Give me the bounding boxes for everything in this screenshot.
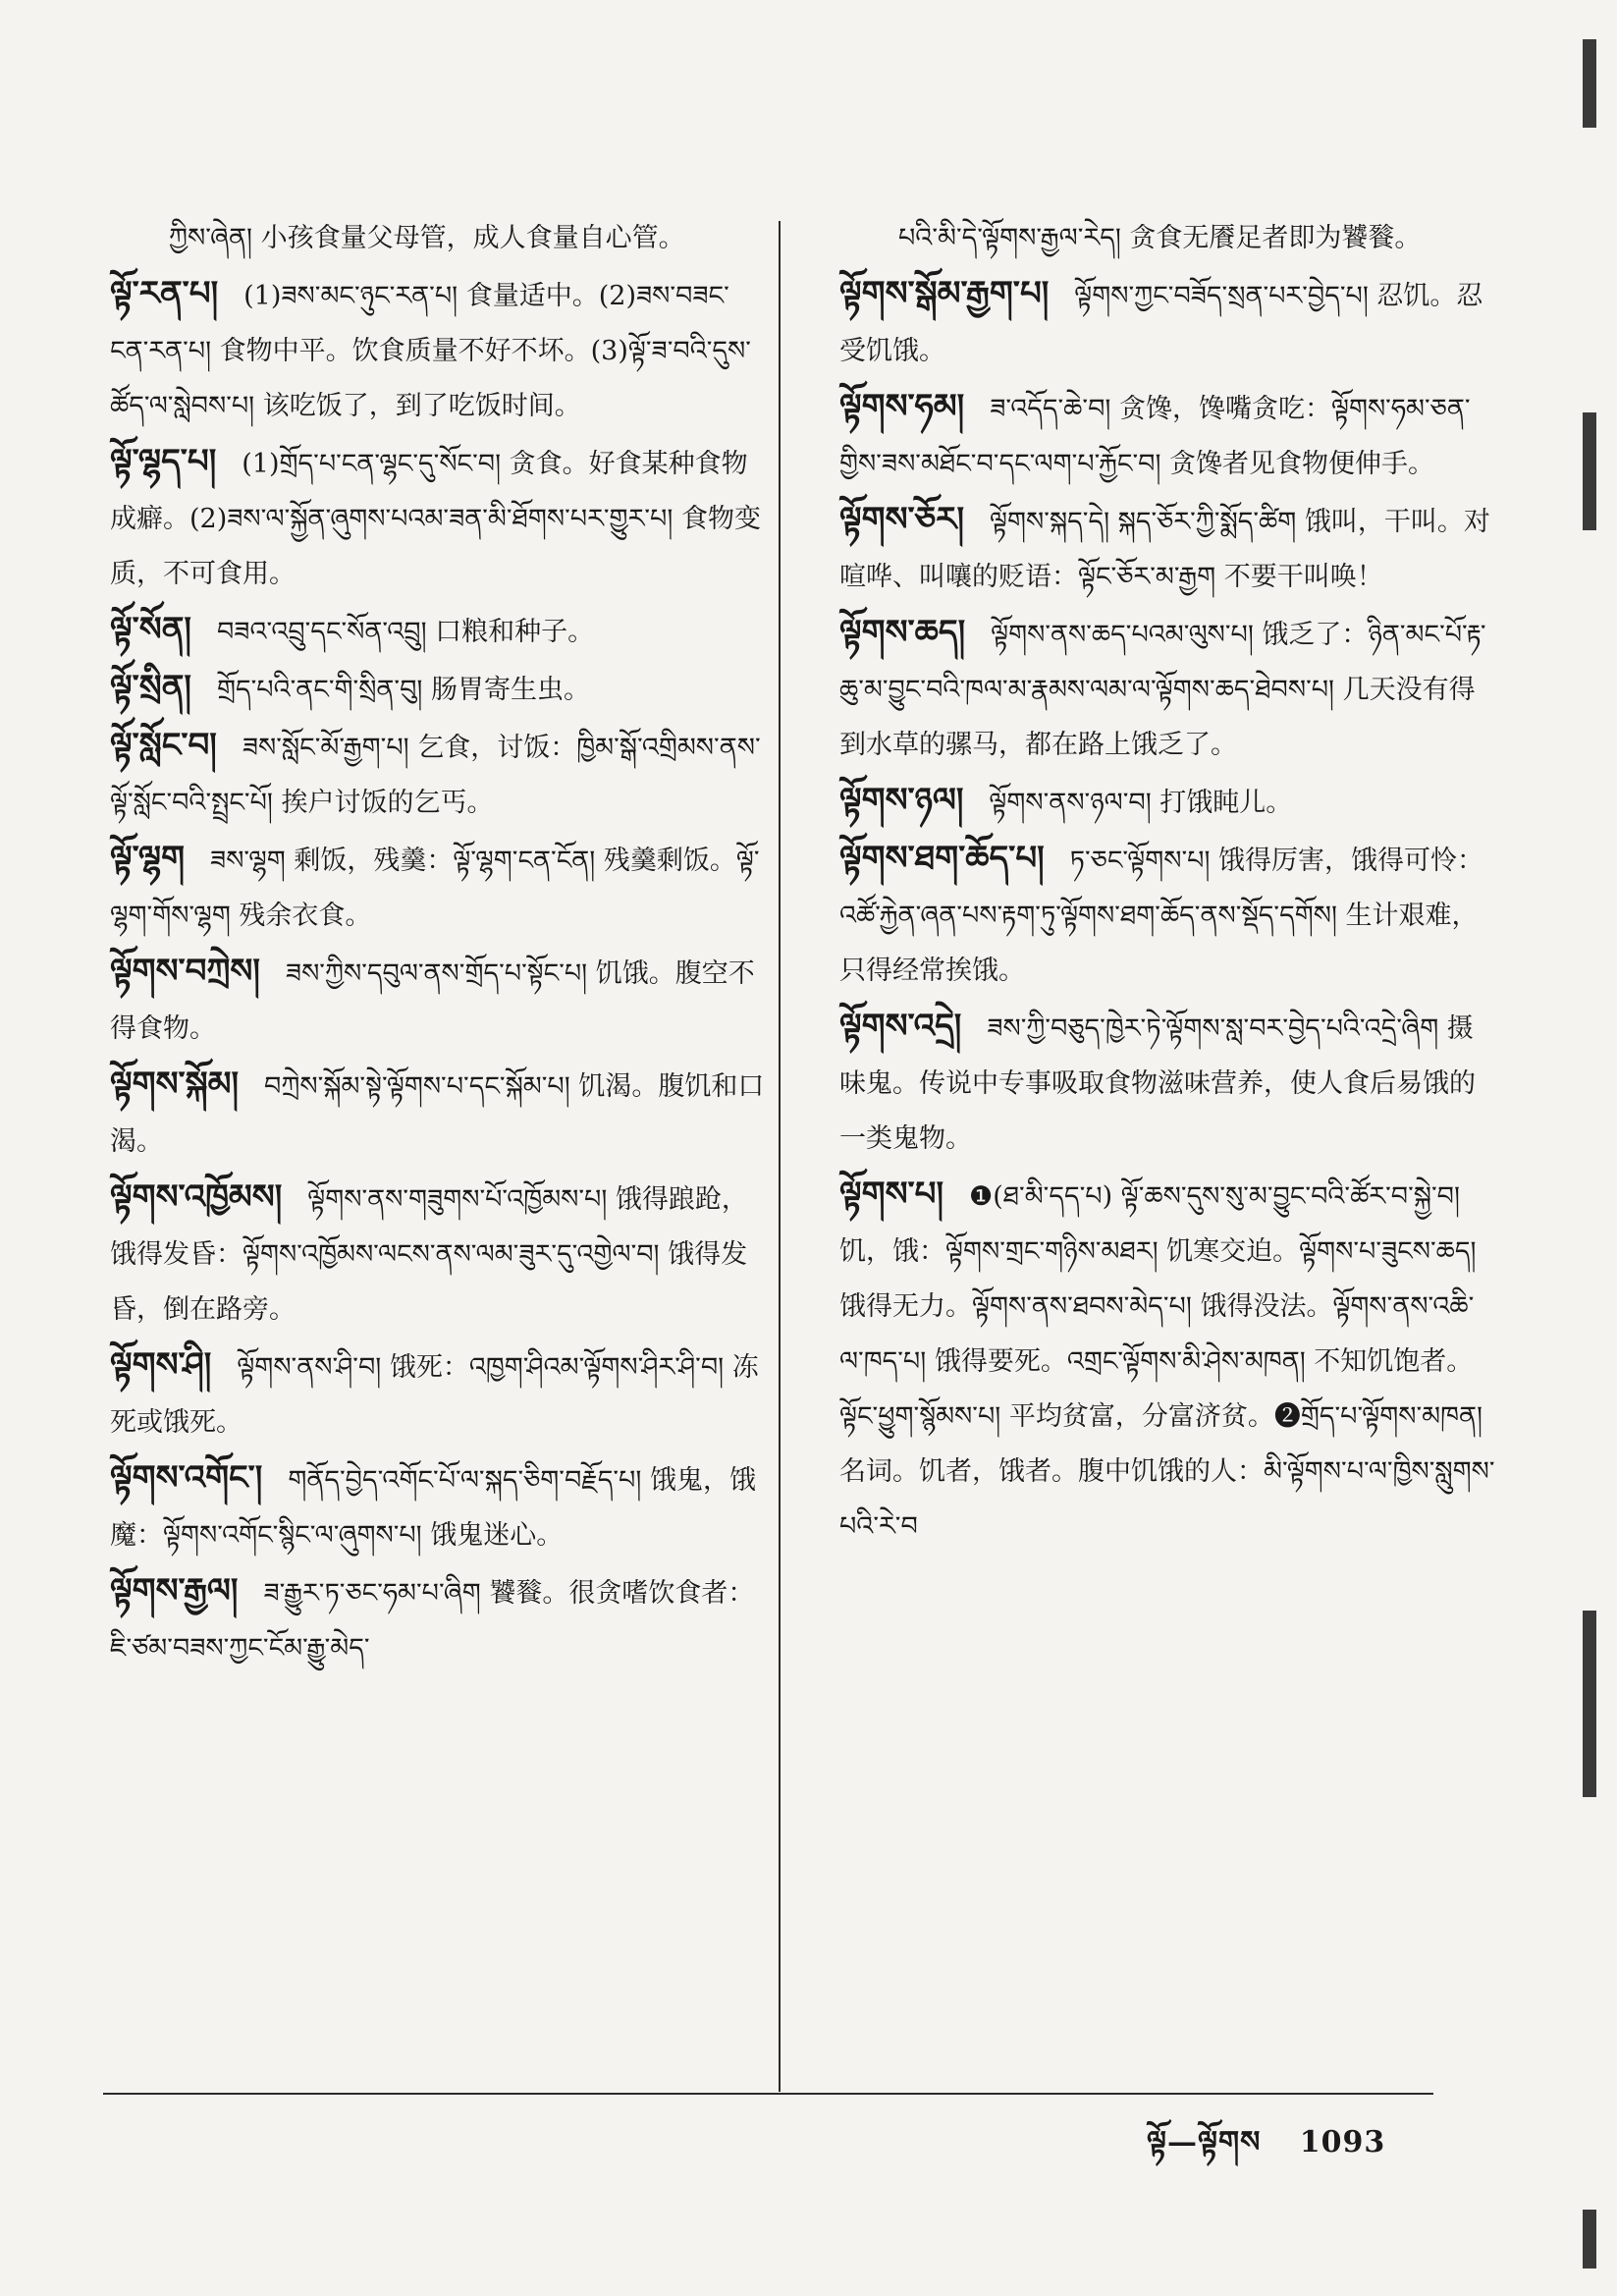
dictionary-entry — [110, 266, 768, 434]
dictionary-entry — [110, 944, 768, 1057]
entry-headword: ལྟོ་སོན། — [110, 610, 191, 649]
entry-definition: ལྟོགས་ཀྱང་བཟོད་སྲན་པར་བྱེད་པ། 忍饥。忍受饥饿。 — [839, 281, 1483, 366]
column-divider — [779, 221, 781, 2092]
dictionary-entry — [839, 1167, 1497, 1555]
left-column — [110, 211, 768, 1676]
page-footer — [1147, 2109, 1385, 2192]
entry-definition: ❶(ཐ་མི་དད་པ) ལྟོ་ཆས་དུས་སུ་མ་བྱུང་བའི་ཚོར་བ་སྐྱེ་བ། 饥，饿：ལྟོགས་གྲང་གཉིས་མཐར། 饥寒交迫。ལྟོགས་པ་ཟུངས་ཆད། 饿得无力。ལྟོགས་ནས་ཐབས་མེད་པ། 饿得没法。ལྟོགས་ནས་འཆི་ལ་ཁད་པ། 饿得要死。འགྲང་ལྟོགས་མི་ཤེས་མཁན། 不知饥饱者。ལྟོང་ཕྱུག་སྙོམས་པ། 平均贫富，分富济贫。❷གྲོད་པ་ལྟོགས་མཁན། 名词。饥者，饿者。腹中饥饿的人：མི་ལྟོགས་པ་ལ་ཁྱིས་སླུགས་པའི་རེ་བ — [839, 1181, 1495, 1542]
entry-headword: ལྟོགས་ཆད། — [839, 613, 966, 652]
entry-definition: བཀྲེས་སྐོམ་སྟེ་ལྟོགས་པ་དང་སྐོམ་པ། 饥渴。腹饥和口渴。 — [110, 1071, 765, 1157]
dictionary-entry — [839, 379, 1497, 492]
entry-definition: ལྟོགས་ནས་ཤི་བ། 饿死：འཁྱག་ཤིའམ་ལྟོགས་ཤིར་ཤི་བ། 冻死或饿死。 — [110, 1352, 759, 1438]
entry-definition: ཏ་ཅང་ལྟོགས་པ། 饿得厉害，饿得可怜：འཚོ་རྐྱེན་ཞན་པས་རྟག་ཏུ་ལྟོགས་ཐག་ཆོད་ནས་སྡོད་དགོས། 生计艰难，只得经常挨饿。 — [839, 846, 1484, 986]
entry-definition: ལྟོགས་ནས་ཆད་པའམ་ལུས་པ། 饿乏了：ཉིན་མང་པོ་རྟ་ཆུ་མ་བྱུང་བའི་ཁལ་མ་རྣམས་ལམ་ལ་ལྟོགས་ཆད་ཐེབས་པ། 几天没有得到水草的骡马，都在路上饿乏了。 — [839, 620, 1486, 760]
page-number: 1093 — [1299, 2125, 1386, 2159]
entry-definition: ཟས་སློང་མོ་རྒྱག་པ། 乞食，讨饭：ཁྱིམ་སྒོ་འགྲིམས་ནས་ལྟོ་སློང་བའི་སྤྲང་པོ། 挨户讨饭的乞丐。 — [110, 733, 761, 818]
dictionary-entry — [110, 1563, 768, 1676]
entry-definition: པའི་མི་དེ་ལྟོགས་རྒྱལ་རེད། 贪食无餍足者即为饕餮。 — [898, 223, 1422, 253]
entry-definition: ཀྱིས་ཞེན། 小孩食量父母管，成人食量自心管。 — [169, 223, 685, 253]
dictionary-entry — [110, 660, 768, 718]
entry-headword: ལྟོགས་ཤི། — [110, 1345, 212, 1385]
dictionary-entry — [839, 492, 1497, 605]
entry-headword: ལྟོ་སློང་བ། — [110, 726, 217, 765]
right-column — [839, 211, 1497, 1555]
entry-definition: གནོད་བྱེད་འགོང་པོ་ལ་སྐད་ཅིག་བརྗོད་པ། 饿鬼，饿魔：ལྟོགས་འགོང་སྙིང་ལ་ཞུགས་པ། 饿鬼迷心。 — [110, 1465, 756, 1551]
dictionary-entry — [110, 718, 768, 831]
dictionary-entry — [110, 1170, 768, 1338]
dictionary-entry — [110, 1338, 768, 1450]
entry-headword: ལྟོ་ལྷག — [110, 839, 186, 878]
dictionary-entry — [110, 831, 768, 944]
dictionary-entry — [839, 605, 1497, 773]
dictionary-entry — [839, 211, 1497, 266]
entry-headword: ལྟོགས་འཁྱོམས། — [110, 1177, 283, 1217]
entry-headword: ལྟོགས་བཀྲེས། — [110, 952, 260, 991]
entry-headword: ལྟོགས་སྒོམ་རྒྱག་པ། — [839, 274, 1050, 313]
entry-headword: ལྟོ་སྲིན། — [110, 668, 191, 707]
entry-headword: ལྟོགས་ཐག་ཆོད་པ། — [839, 839, 1045, 878]
entry-headword: ལྟོ་རན་པ། — [110, 274, 219, 313]
entry-definition: ཟས་ཀྱིས་དབུལ་ནས་གྲོད་པ་སྟོང་པ། 饥饿。腹空不得食物。 — [110, 958, 755, 1044]
entry-definition: བཟའ་འབྲུ་དང་སོན་འབྲུ། 口粮和种子。 — [216, 617, 595, 647]
dictionary-entry — [839, 999, 1497, 1167]
entry-headword: ལྟོགས་ཧམ། — [839, 387, 965, 426]
entry-headword: ལྟོ་ལྷད་པ། — [110, 442, 217, 481]
dictionary-entry — [110, 1450, 768, 1563]
entry-headword: ལྟོགས་འགོང་། — [110, 1458, 263, 1498]
entry-definition: ཟ་འདོད་ཆེ་བ། 贪馋，馋嘴贪吃：ལྟོགས་ཧམ་ཅན་གྱིས་ཟས་མཐོང་བ་དང་ལག་པ་རྐྱོང་བ། 贪馋者见食物便伸手。 — [839, 394, 1471, 479]
entry-headword: ལྟོགས་པ། — [839, 1175, 944, 1214]
entry-headword: ལྟོགས་སྐོམ། — [110, 1065, 240, 1104]
entry-definition: ཟས་ལྷག 剩饭，残羹：ལྟོ་ལྷག་ངན་ངོན། 残羹剩饭。ལྟོ་ལྷག་གོས་ལྷག 残余衣食。 — [110, 846, 760, 931]
entry-headword: ལྟོགས་ཉལ། — [839, 781, 964, 820]
dictionary-entry — [110, 602, 768, 660]
entry-definition: ལྟོགས་ནས་ཉལ་བ། 打饿盹儿。 — [989, 788, 1293, 818]
entry-definition: ཟས་ཀྱི་བཅུད་ཁྱེར་ཏེ་ལྟོགས་སླ་བར་བྱེད་པའི་འདྲེ་ཞིག 摄味鬼。传说中专事吸取食物滋味营养，使人食后易饿的一类鬼物。 — [839, 1013, 1476, 1154]
dictionary-entry — [839, 773, 1497, 831]
entry-definition: ཟ་རྒྱུར་ཏ་ཅང་ཧམ་པ་ཞིག 饕餮。很贪嗜饮食者：ཇི་ཙམ་བཟས་ཀྱང་ངོམ་རྒྱུ་མེད་ — [110, 1578, 755, 1664]
entry-definition: (1)ཟས་མང་ཉུང་རན་པ། 食量适中。(2)ཟས་བཟང་ངན་རན་པ། 食物中平。饮食质量不好不坏。(3)ལྟོ་ཟ་བའི་དུས་ཚོད་ལ་སླེབས་པ། 该吃饭了，到了吃饭时间。 — [110, 281, 751, 421]
dictionary-entry — [110, 211, 768, 266]
entry-headword: ལྟོགས་རྒྱལ། — [110, 1571, 239, 1611]
entry-definition: གྲོད་པའི་ནང་གི་སྲིན་བུ། 肠胃寄生虫。 — [216, 675, 590, 705]
entry-definition: (1)གྲོད་པ་ངན་ལྷང་དུ་སོང་བ། 贪食。好食某种食物成癖。(2)ཟས་ལ་སྐྱོན་ཞུགས་པའམ་ཟན་མི་ཐོགས་པར་གྱུར་པ། 食物变质，不可食用。 — [110, 449, 761, 589]
dictionary-entry — [839, 266, 1497, 379]
dictionary-entry — [110, 1057, 768, 1170]
dictionary-entry — [110, 434, 768, 602]
scan-margin-marks — [1571, 0, 1617, 2296]
entry-definition: ལྟོགས་སྐད་དེ། སྐད་ཅོར་ཀྱི་སྨོད་ཚིག 饿叫，干叫。对喧哗、叫嚷的贬语：ལྟོང་ཅོར་མ་རྒྱག 不要干叫唤！ — [839, 507, 1490, 592]
headword-range: ལྟོ—ལྟོགས — [1147, 2125, 1262, 2159]
footer-rule — [103, 2093, 1433, 2095]
dictionary-entry — [839, 831, 1497, 999]
entry-headword: ལྟོགས་ཅོར། — [839, 500, 965, 539]
entry-definition: ལྟོགས་ནས་གཟུགས་པོ་འཁྱོམས་པ། 饿得踉跄，饿得发昏：ལྟོགས་འཁྱོམས་ལངས་ནས་ལམ་ཟུར་དུ་འགྱེལ་བ། 饿得发昏，倒在路旁。 — [110, 1184, 748, 1325]
entry-headword: ལྟོགས་འདྲེ། — [839, 1007, 962, 1046]
